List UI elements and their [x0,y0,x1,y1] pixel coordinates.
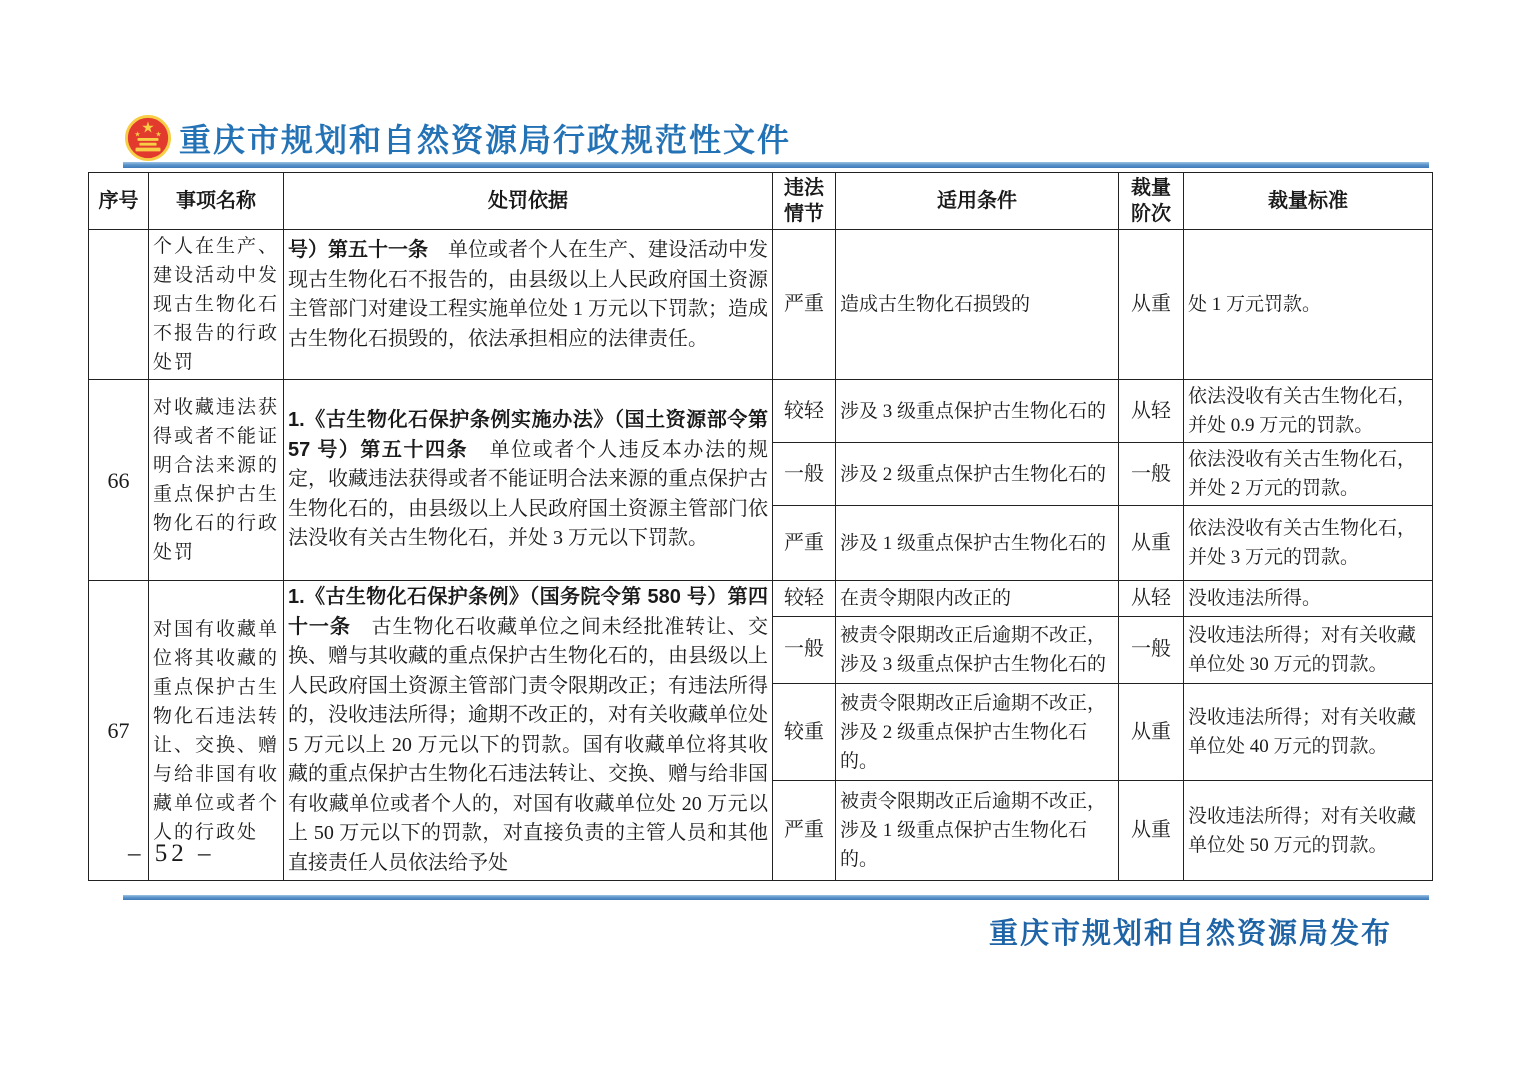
standard-cell: 依法没收有关古生物化石，并处 3 万元的罚款。 [1184,506,1433,581]
penalty-discretion-table [88,172,1433,881]
seq-cell: 67 [89,581,149,881]
header-divider-line [123,162,1429,168]
page-title: 重庆市规划和自然资源局行政规范性文件 [179,122,792,158]
item-name-text: 对国有收藏单位将其收藏的重点保护古生物化石违法转让、交换、赠与给非国有收藏单位或者个人的行政处 [153,618,280,843]
col-header-basis: 处罚依据 [284,173,773,230]
penalty-basis-cell [284,581,773,881]
severity-cell: 较轻 [773,581,836,617]
publisher-text: 重庆市规划和自然资源局发布 [988,918,1392,950]
page-number: – 52 – [128,840,215,867]
table-header-row [89,173,1433,230]
level-cell: 一般 [1119,443,1184,506]
severity-cell: 严重 [773,230,836,380]
severity-cell: 较重 [773,683,836,781]
svg-text:★: ★ [141,120,155,135]
standard-cell: 依法没收有关古生物化石，并处 0.9 万元的罚款。 [1184,380,1433,443]
item-name-text: 个人在生产、建设活动中发现古生物化石不报告的行政处罚 [153,236,280,373]
penalty-basis-text [288,583,768,878]
item-name-cell [149,380,284,581]
national-emblem-icon [125,114,171,162]
item-name-cell [149,230,284,380]
standard-cell: 没收违法所得。 [1184,581,1433,617]
condition-cell: 涉及 2 级重点保护古生物化石的 [836,443,1119,506]
standard-cell: 依法没收有关古生物化石，并处 2 万元的罚款。 [1184,443,1433,506]
condition-cell: 被责令限期改正后逾期不改正，涉及 1 级重点保护古生物化石的。 [836,781,1119,881]
seq-cell: 66 [89,380,149,581]
severity-cell: 较轻 [773,380,836,443]
seq-cell [89,230,149,380]
item-name-cell [149,581,284,881]
condition-cell: 造成古生物化石损毁的 [836,230,1119,380]
severity-cell: 严重 [773,506,836,581]
table-row [89,581,1433,617]
basis-clause-body: 单位或者个人在生产、建设活动中发现古生物化石不报告的，由县级以上人民政府国土资源主管部门对建设工程实施单位处 1 万元以下罚款；造成古生物化石损毁的，依法承担相应的法律责任。 [288,239,768,350]
standard-cell: 没收违法所得；对有关收藏单位处 40 万元的罚款。 [1184,683,1433,781]
severity-cell: 一般 [773,443,836,506]
severity-cell: 严重 [773,781,836,881]
basis-clause-body: 单位或者个人违反本办法的规定，收藏违法获得或者不能证明合法来源的重点保护古生物化石的，由县级以上人民政府国土资源主管部门依法没收有关古生物化石，并处 3 万元以下罚款。 [288,438,769,550]
standard-cell: 没收违法所得；对有关收藏单位处 30 万元的罚款。 [1184,617,1433,684]
condition-cell: 在责令期限内改正的 [836,581,1119,617]
level-cell: 从重 [1119,230,1184,380]
item-name-text: 对收藏违法获得或者不能证明合法来源的重点保护古生物化石的行政处罚 [153,397,280,563]
level-cell: 从轻 [1119,581,1184,617]
col-header-level: 裁量阶次 [1119,173,1184,230]
penalty-basis-text [288,406,768,554]
penalty-basis-cell [284,230,773,380]
condition-cell: 被责令限期改正后逾期不改正，涉及 3 级重点保护古生物化石的 [836,617,1119,684]
level-cell: 从重 [1119,683,1184,781]
basis-clause-bold: 1.《古生物化石保护条例实施办法》（国土资源部令第 57 号）第五十四条 [288,409,768,461]
basis-clause-bold: 号）第五十一条 [288,239,428,261]
svg-text:★: ★ [134,132,141,139]
col-header-severity: 违法情节 [773,173,836,230]
table-row [89,380,1433,443]
col-header-standard: 裁量标准 [1184,173,1433,230]
level-cell: 从轻 [1119,380,1184,443]
penalty-basis-cell [284,380,773,581]
penalty-basis-text [288,236,768,354]
level-cell: 从重 [1119,506,1184,581]
col-header-condition: 适用条件 [836,173,1119,230]
col-header-seq: 序号 [89,173,149,230]
document-header [125,112,791,164]
condition-cell: 涉及 1 级重点保护古生物化石的 [836,506,1119,581]
severity-cell: 一般 [773,617,836,684]
basis-clause-body: 古生物化石收藏单位之间未经批准转让、交换、赠与其收藏的重点保护古生物化石的，由县级以上人民政府国土资源主管部门责令限期改正；有违法所得的，没收违法所得；逾期不改正的，对有关收藏单位处 5 万元以上 20 万元以下的罚款。国有收藏单位将其收藏的重点保护古生物化石违法转让、交换、赠与给非国有收藏单位或者个人的，对国有收藏单位处 20 万元以上 50 万元以下的罚款，对直接负责的主管人员和其他直接责任人员依法给予处 [288,615,769,874]
svg-text:★: ★ [155,132,162,139]
level-cell: 从重 [1119,781,1184,881]
basis-clause-bold: 1.《古生物化石保护条例》（国务院令第 580 号）第四十一条 [288,586,768,638]
col-header-name: 事项名称 [149,173,284,230]
condition-cell: 涉及 3 级重点保护古生物化石的 [836,380,1119,443]
footer-divider-line [123,895,1429,900]
table-row [89,230,1433,380]
condition-cell: 被责令限期改正后逾期不改正，涉及 2 级重点保护古生物化石的。 [836,683,1119,781]
level-cell: 一般 [1119,617,1184,684]
standard-cell: 处 1 万元罚款。 [1184,230,1433,380]
standard-cell: 没收违法所得；对有关收藏单位处 50 万元的罚款。 [1184,781,1433,881]
